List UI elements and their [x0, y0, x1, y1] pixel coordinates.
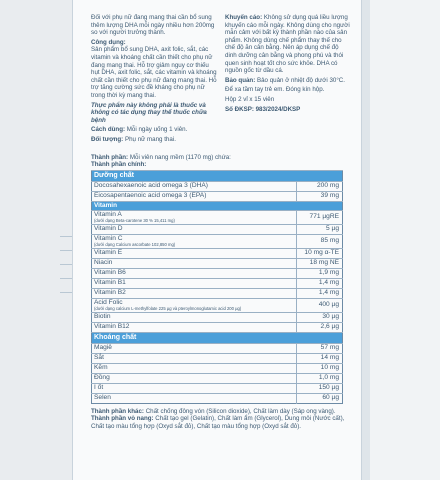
right-column — [225, 14, 351, 146]
nutrient-name-cell — [92, 268, 297, 278]
nutrient-amount: 57 mg — [297, 343, 343, 353]
nutrient-name-cell — [92, 234, 297, 248]
nutrient-name: Selen — [94, 394, 111, 402]
nutrient-amount: 400 µg — [297, 298, 343, 312]
table-row — [92, 181, 343, 191]
table-row — [92, 363, 343, 373]
usage-section — [91, 39, 217, 100]
nutrient-amount: 5 µg — [297, 224, 343, 234]
nutrient-name: Acid Folic — [94, 299, 123, 307]
left-column — [91, 14, 217, 146]
section-title: Vitamin — [92, 201, 343, 210]
nutrient-name-cell — [92, 312, 297, 322]
dosage-label: Cách dùng: — [91, 126, 126, 134]
storage-text: Bảo quản ở nhiệt độ dưới 30°C. — [256, 76, 345, 84]
storage-section — [225, 77, 351, 85]
table-row — [92, 278, 343, 288]
nutrient-amount: 10 mg α-TE — [297, 248, 343, 258]
children-warning: Để xa tầm tay trẻ em. Đóng kín hộp. — [225, 86, 325, 94]
nutrient-name: Vitamin B1 — [94, 279, 126, 287]
not-medicine-warning: Thực phẩm này không phải là thuốc và không có tác dụng thay thế thuốc chữa bệnh — [91, 101, 207, 124]
table-row — [92, 268, 343, 278]
nutrient-name: Niacin — [94, 259, 113, 267]
nutrient-name-cell — [92, 258, 297, 268]
table-section-header — [92, 201, 343, 210]
table-section-header — [92, 332, 343, 343]
section-title: Dưỡng chất — [92, 170, 343, 181]
nutrient-name-cell — [92, 210, 297, 224]
nutrient-amount: 1,4 mg — [297, 278, 343, 288]
dosage-text: Mỗi ngày uống 1 viên. — [126, 126, 188, 134]
table-row — [92, 234, 343, 248]
nutrient-name-cell — [92, 278, 297, 288]
usage-label: Công dụng: — [91, 38, 126, 46]
nutrient-amount: 200 mg — [297, 181, 343, 191]
target-line — [91, 136, 217, 144]
table-row — [92, 248, 343, 258]
nutrient-amount: 85 mg — [297, 234, 343, 248]
table-row — [92, 353, 343, 363]
nutrient-name-cell — [92, 288, 297, 298]
nutrient-amount: 1,9 mg — [297, 268, 343, 278]
nutrient-amount: 771 µgRE — [297, 210, 343, 224]
nutrient-name-cell — [92, 191, 297, 201]
nutrient-name: Eicosapentaenoic acid omega 3 (EPA) — [94, 192, 207, 200]
table-row — [92, 322, 343, 332]
nutrient-name: Magiê — [94, 344, 112, 352]
nutrient-amount: 30 µg — [297, 312, 343, 322]
nutrient-amount: 10 mg — [297, 363, 343, 373]
usage-text: Sản phẩm bổ sung DHA, axit folic, sắt, các vitamin và khoáng chất cần thiết cho phụ nữ đang mang thai. Hỗ trợ giảm nguy cơ thiếu hụt DHA, axit folic, sắt, các vitamin và khoáng chất cần thiết cho phụ nữ đang mang thai. Hỗ trợ tăng cường sức đề kháng cho phụ nữ trong thời kỳ mang thai. — [91, 46, 217, 99]
nutrient-name-cell — [92, 181, 297, 191]
other-ingredients-text: Chất chống đông vón (Silicon dioxide), Chất làm dày (Sáp ong vàng). — [145, 407, 336, 415]
recommendation-label: Khuyến cáo: — [225, 14, 263, 21]
target-label: Đối tượng: — [91, 135, 124, 143]
nutrient-name-cell — [92, 298, 297, 312]
nutrient-name: Docosahexaenoic acid omega 3 (DHA) — [94, 182, 208, 190]
nutrient-name-cell — [92, 322, 297, 332]
nutrient-name: Vitamin E — [94, 249, 123, 257]
info-columns — [91, 14, 351, 146]
package-side-panel — [362, 0, 440, 480]
nutrient-name: Vitamin C — [94, 235, 123, 243]
nutrient-amount: 18 mg NE — [297, 258, 343, 268]
nutrient-name: Vitamin B12 — [94, 323, 130, 331]
package-edge-mark — [60, 264, 72, 265]
table-row — [92, 210, 343, 224]
nutrient-amount: 1,4 mg — [297, 288, 343, 298]
table-row — [92, 288, 343, 298]
nutrient-name-cell — [92, 363, 297, 373]
table-row — [92, 191, 343, 201]
nutrient-amount: 39 mg — [297, 191, 343, 201]
storage-label: Bảo quản: — [225, 76, 256, 84]
nutrient-name-cell — [92, 383, 297, 393]
nutrient-name: Đồng — [94, 374, 110, 382]
table-row — [92, 312, 343, 322]
table-row — [92, 393, 343, 403]
nutrient-name: Vitamin A — [94, 211, 122, 219]
nutrient-amount: 2,6 µg — [297, 322, 343, 332]
table-row — [92, 298, 343, 312]
table-section-header — [92, 170, 343, 181]
table-row — [92, 343, 343, 353]
nutrient-source-note: (dưới dạng calcium L-methylfolate 225 µg và pteroylmonoglutamic acid 200 µg) — [94, 305, 242, 311]
nutrient-source-note: (dưới dạng Calcium ascorbate 102,850 mg) — [94, 241, 176, 247]
dosage-line — [91, 126, 217, 134]
nutrient-name-cell — [92, 248, 297, 258]
intro-text: Đối với phụ nữ đang mang thai cần bổ sung thêm lượng DHA mỗi ngày nhiều hơn 200mg so với người trưởng thành. — [91, 14, 215, 37]
registration-number: Số ĐKSP: 983/2024/DKSP — [225, 105, 301, 113]
composition-text: Mỗi viên nang mềm (1170 mg) chứa: — [129, 153, 231, 161]
section-title: Khoáng chất — [92, 332, 343, 343]
package-edge-mark — [60, 250, 72, 251]
nutrient-name: Biotin — [94, 313, 111, 321]
nutrient-name: Vitamin D — [94, 225, 123, 233]
target-text: Phụ nữ mang thai. — [124, 135, 176, 143]
capsule-shell-text: Chất tạo gel (Gelatin), Chất làm ẩm (Glycerol), Dung môi (Nước cất), Chất tạo màu tổng hợp (Oxyd sắt đỏ), Chất tạo màu tổng hợp (Oxyd sắt đỏ). — [91, 415, 345, 430]
other-ingredients — [91, 408, 351, 431]
table-row — [92, 224, 343, 234]
package-edge-mark — [60, 278, 72, 279]
table-row — [92, 373, 343, 383]
package-edge-mark — [60, 292, 72, 293]
nutrient-name-cell — [92, 393, 297, 403]
nutrient-amount: 150 µg — [297, 383, 343, 393]
nutrient-name: I ốt — [94, 384, 104, 392]
nutrient-name-cell — [92, 353, 297, 363]
recommendation-text: Không sử dụng quá liều lượng khuyến cáo mỗi ngày. Không dùng cho người mẫn cảm với bất kỳ thành phần nào của sản phẩm. Không dùng chế phẩm thay thế cho chế độ ăn cân bằng. Nên áp dụng chế độ dinh dưỡng cân bằng và phong phú và thói quen sinh hoạt tốt cho sức khỏe. DHA có nguồn gốc từ dầu cá. — [225, 14, 350, 75]
nutrient-name: Sắt — [94, 354, 104, 362]
nutrient-amount: 60 µg — [297, 393, 343, 403]
nutrient-amount: 1,0 mg — [297, 373, 343, 383]
nutrient-name-cell — [92, 373, 297, 383]
composition-heading — [91, 154, 351, 169]
nutrient-name-cell — [92, 224, 297, 234]
package-fold-edge — [362, 0, 370, 480]
package-size: Hộp 2 vỉ x 15 viên — [225, 95, 275, 103]
recommendation-section — [225, 14, 351, 75]
main-ingredients-label: Thành phần chính: — [91, 161, 147, 169]
product-label-panel — [72, 0, 362, 480]
composition-label: Thành phần: — [91, 153, 129, 161]
nutrient-name-cell — [92, 343, 297, 353]
other-ingredients-label: Thành phần khác: — [91, 407, 144, 415]
nutrient-name: Vitamin B2 — [94, 289, 126, 297]
table-row — [92, 258, 343, 268]
nutrition-table — [91, 170, 343, 404]
nutrient-source-note: (dưới dạng Beta-carotene 30 % 15,411 mg) — [94, 217, 175, 223]
package-edge-mark — [60, 236, 72, 237]
capsule-shell-label: Thành phần vỏ nang: — [91, 415, 154, 423]
table-row — [92, 383, 343, 393]
nutrient-name: Vitamin B6 — [94, 269, 126, 277]
nutrient-name: Kẽm — [94, 364, 108, 372]
nutrient-amount: 14 mg — [297, 353, 343, 363]
